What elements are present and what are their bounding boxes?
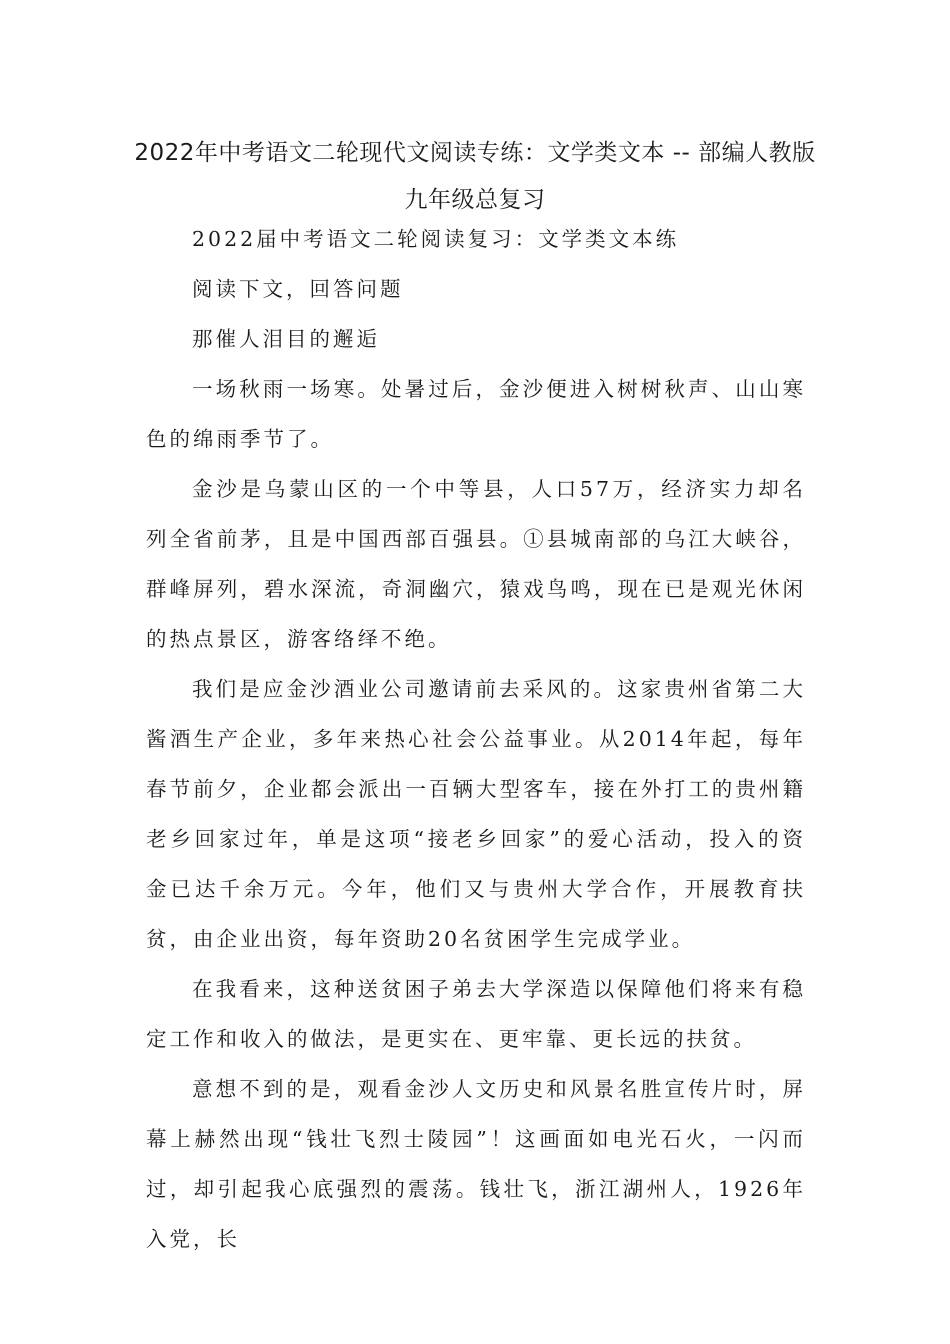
document-body	[146, 214, 806, 1264]
document-title-line-2: 九年级总复习	[404, 187, 546, 213]
document-title-line-1: 2022年中考语文二轮现代文阅读专练：文学类文本 -- 部编人教版	[134, 140, 816, 166]
subtitle: 2022届中考语文二轮阅读复习：文学类文本练	[192, 227, 680, 251]
paragraph-2: 金沙是乌蒙山区的一个中等县，人口57万，经济实力却名列全省前茅，且是中国西部百强县。①县城南部的乌江大峡谷，群峰屏列，碧水深流，奇洞幽穴，猿戏鸟鸣，现在已是观光休闲的热点景区，游客络绎不绝。	[146, 477, 806, 651]
paragraph-1: 一场秋雨一场寒。处暑过后，金沙便进入树树秋声、山山寒色的绵雨季节了。	[146, 377, 806, 451]
paragraph-3: 我们是应金沙酒业公司邀请前去采风的。这家贵州省第二大酱酒生产企业，多年来热心社会公益事业。从2014年起，每年春节前夕，企业都会派出一百辆大型客车，接在外打工的贵州籍老乡回家过年，单是这项“接老乡回家”的爱心活动，投入的资金已达千余万元。今年，他们又与贵州大学合作，开展教育扶贫，由企业出资，每年资助20名贫困学生完成学业。	[146, 677, 806, 951]
paragraph-5: 意想不到的是，观看金沙人文历史和风景名胜宣传片时，屏幕上赫然出现“钱壮飞烈士陵园”！这画面如电光石火，一闪而过，却引起我心底强烈的震荡。钱壮飞，浙江湖州人，1926年入党，长	[146, 1077, 806, 1251]
reading-instruction: 阅读下文，回答问题	[192, 277, 404, 301]
paragraph-4: 在我看来，这种送贫困子弟去大学深造以保障他们将来有稳定工作和收入的做法，是更实在、更牢靠、更长远的扶贫。	[146, 977, 806, 1051]
article-title: 那催人泪目的邂逅	[192, 327, 380, 351]
